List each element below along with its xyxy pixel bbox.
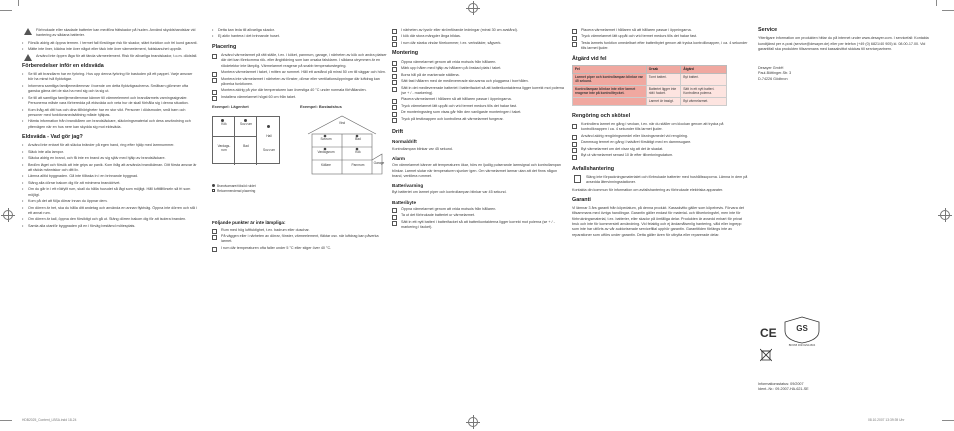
table-header-cell: Åtgärd — [681, 65, 727, 73]
bullet-list — [572, 28, 748, 52]
heading-care: Rengöring och skötsel — [572, 112, 631, 119]
list-item: Montera inte värmelarmet i närheten av fönster, dörrar eller ventilationsöppningar där luftdrag kan påverka funktionen. — [212, 77, 388, 88]
legend: Brandvarnare/röksöd ruldet Rekommenderad placering — [212, 184, 256, 193]
legend-recommended-icon — [212, 189, 215, 192]
crop-mark-bl-h — [0, 420, 12, 421]
heading-service: Service — [758, 27, 778, 33]
list-item: Placera värmelarmet i hållaren så att hållaren passar i öppningarna. — [392, 97, 568, 102]
warning-triangle-icon — [24, 28, 32, 35]
list-item: • Kom på det att följa dörrar innan du öppnar dem. — [22, 199, 198, 204]
label-sov: Sov-rum — [239, 122, 253, 127]
table-cell: Kontrollampan blinkar inte eller larmet reagerar inte på kontrolltrycket. — [573, 85, 647, 97]
label-kok: Kök — [221, 122, 227, 127]
label-bad-house: Bad — [355, 137, 361, 142]
disposal-text: Kontakta din kommun för information om avfallshantering av förbrukade elektriska apparater. — [572, 187, 724, 192]
registration-mark-top — [468, 3, 478, 13]
gs-text: BD3N5 3023 EN14604 — [788, 344, 816, 347]
label-vardag: Vardags-rum — [217, 144, 231, 152]
list-item: • Lämna alltid byggnaden. Gå inte tillbaka in i en brinnande byggnad. — [22, 174, 198, 179]
ce-mark-icon: CE — [760, 326, 777, 340]
list-item: • Mätte inte liner, klädna inte över något eller täck inte över värmeelement, fuktskanuhet uppnår. — [22, 47, 198, 52]
heading-unsuitable: Följande punkter är inte lämpliga: — [212, 220, 286, 226]
service-text: Ytterligare information om produkten hittar du på internet under www.desayer.com. I servicefall: Kontakta kundtjänst per e-post (service@desayer.de) eller per telefon (+49 (0) 6821/40 905) kl. 08.00-17.00. Vid garantifall ska produkten tillsammans med kassakvittot skickas till servicepartnern. — [758, 36, 929, 51]
list-item: • Försök aldrig att öppna termen. I termet fall förstörgar risk för skador, stänt funktion och fel kund garanti. — [22, 41, 198, 46]
bullet-list — [392, 207, 568, 231]
list-item: Byt värmelarmet om det visar sig att det är skadat. — [572, 147, 748, 152]
diagram-title-house: Exempel: Bostadshus — [300, 104, 342, 110]
heading-disposal: Avfallshantering — [572, 165, 615, 172]
table-row — [573, 73, 727, 85]
heading-normal: Normaldrift — [392, 139, 417, 145]
crop-mark-tl-v — [18, 0, 19, 6]
list-item: • Detta kan leda till allvarliga skador. — [212, 28, 388, 33]
column-1 — [22, 28, 198, 230]
heading-fire: Eldsväda - Vad gör jag? — [22, 133, 83, 140]
list-item: I kök där stora mängder ånga bildas. — [392, 34, 568, 39]
list-item: • Hämta information från brandkåren om brandsläckare, släckningsmaterial och dess användning och yttervägen när en hus nere kan skydda sig mot eldsväda. — [22, 119, 198, 130]
table-cell: Byt batteri. — [681, 73, 727, 85]
battery-warning-text: Byt batteriet om larmet piper och kontrollampan blinkar var 45 sekund. — [392, 190, 507, 195]
heading-preparation: Förberedelser inför en eldsväda — [22, 62, 104, 69]
company-street: Paul-Böttinger-Str. 3 — [758, 71, 792, 76]
list-item: Testa larmets funktion omedelbart efter batteribytet genom att trycka kontrollknappen, i ca. 4 sekunder tills larmet ljuder. — [572, 41, 748, 52]
list-item: De monteringssteg som visas går från den vanligaste monteringen i taket. — [392, 110, 568, 115]
warranty-text: Vi lämnar 3 års garanti från köpedatum, på denna produkt. Kassakvitto gäller som köpebevis. Förvara det tillsammans med övriga handlingar. Garantin gäller endast för material- och tillverkningsfel, men inte för förbrukningsmaterial, t.ex. batterier, eller skador på ömtåliga delar. Produkten är avsedd enbart för privat bruk och inte för kommersiell användning. Vid felaktig och ej ändamålsenlig hantering, våld eller ingrepp som inte har utförts av vår auktoriserade servicefilial upphör garantin. Garantitiden förlängs inte av reparationer som utförs under garantin. Detta gäller även för utbytta eller reparerade delar. — [572, 206, 744, 237]
list-item: Placera värmelarmet i hållaren så att hållaren passar i öppningarna. — [572, 28, 748, 33]
label-garage: Garage — [373, 161, 385, 166]
crossed-bin-icon — [574, 175, 581, 183]
heading-operation: Drift — [392, 129, 404, 136]
info-date: Informationsstatus: 09/2007 — [758, 382, 804, 386]
list-item: • Bedöm läget och försök att inte grips av panik. Kom ihåg att använda brandkärnan. Ditt första ansvar är att rädda människor och ditt liv. — [22, 163, 198, 174]
room-kok — [213, 117, 235, 137]
list-item: Tryck värmelarmet lätt uppåt och vrid termet medurs tills det hakar fast. — [392, 104, 568, 109]
list-item: • Ej aktiv hantera i det brinnande huset. — [212, 34, 388, 39]
fire-warning: Använd inte öppen låga för att tända värmeelement. Risk för allvarliga brandskador, t.o.m. dödsfall. — [22, 54, 198, 59]
crop-mark-tl-h — [0, 10, 12, 11]
list-item: • Släcka aldrig en brand, och få inte en brand av sig själv med hjälp av brandsläckare. — [22, 156, 198, 161]
heading-placement: Placering — [212, 43, 237, 50]
ident-number: Ident.-Nr.: 09-2007-HA-621-SE — [758, 387, 809, 392]
table-cell — [573, 97, 647, 105]
list-item: Sätt fast hållaren med de medlevererade skruvarna och pluggarna i borrhålen. — [392, 79, 568, 84]
diagrams — [212, 104, 388, 216]
table-header-cell: Fel — [573, 65, 647, 73]
company-name: Desayer GmbH — [758, 66, 784, 71]
legend-heat-icon — [212, 184, 215, 187]
list-item: Öppna värmelarmet genom att vrida motsols från hållaren. — [392, 207, 568, 212]
column-5 — [758, 28, 934, 82]
list-item: • Om dörren är kall, öppna den försiktigt och gå ut. Stäng dörren bakom dig för att isolera branden. — [22, 217, 198, 222]
list-item: I rum där temperaturen ofta faller under 5 °C eller stiger över 40 °C. — [212, 246, 388, 251]
registration-mark-left — [3, 210, 13, 220]
list-item: I rum där starka vindar förekommer, t.ex. verkstäder, sågverk. — [392, 41, 568, 46]
table-cell: Sätt in ett nytt batteri. Kontrollera polerna. — [681, 85, 727, 97]
table-cell: Larmet piper och kontrollampan blinkar var 45 sekund. — [573, 73, 647, 85]
list-item: Märk upp hålen med hjälp av hållaren på önskad plats i taket. — [392, 66, 568, 71]
list-item: Ta ut det förbrukade batteriet ur värmelarmet. — [392, 213, 568, 218]
company-address — [758, 66, 934, 82]
warning-triangle-icon — [24, 54, 32, 61]
disposal-warning: Släng inte förpackningsmaterialet och förbrukade batterier med hushållssoporna. Lämna in dem på avsedda återvinningsstationer. — [572, 175, 748, 186]
label-pannrum: Pannrum — [351, 163, 365, 168]
table-header-row — [573, 65, 727, 73]
list-item: Använd värmelarmet på rätt ställe, t.ex. i köket, pannrum, garage, i närheten av kök och andra platser där det kan förekomma rök- eller ångbildning som kan orsaka falsklarm. I sådana utrymmen är en rökdetektor inte lämplig. Värmelarmet reagerar på snabb temperaturstegring. — [212, 53, 388, 69]
bullet-list — [212, 28, 388, 40]
table-cell: Tomt batteri. — [646, 73, 680, 85]
list-item: Montera aldrig på ytor där temperaturen kan överstiga 40 °C under normala förhållanden. — [212, 88, 388, 93]
list-item: Byt ut värmelarmet senast 10 år efter tillverkningsdatum. — [572, 153, 748, 158]
alarm-text: Om värmelarmet känner att temperaturen ökar, hörs en ljudlig pulserande larmsignal och kontrollampan blinkar. Larmet slutar när temperaturen sjunker igen. Om värmelarmet larmar utan att det finns någon brand, ventilera rummet. — [392, 163, 561, 178]
list-item: • Kom ihåg att ditt hus och dina tillhörigheter har en stor vikt. Personer i dödsmoder, små barn och personer med funktionsnedsättning måste hjälpas. — [22, 108, 198, 119]
label-hall: Hall — [266, 134, 272, 139]
label-kallare: Källare — [321, 163, 331, 168]
list-item: På väggen eller i närheten av dörrar, fönster, värmeelement, fläktar osv. när luftdrag kan påverka larmet. — [212, 234, 388, 245]
bullet-list — [22, 41, 198, 53]
column-3 — [392, 28, 568, 232]
crop-mark-tr-h — [942, 10, 954, 11]
list-item: • Om du går in i ett rökfyllt rum, skall du hålla huvudet så lågt som möjligt. Håll lufttillförseln så fri som möjligt. — [22, 187, 198, 198]
footer-left: HDB2025_Content_LBSA.indd 18-24 — [22, 418, 77, 422]
list-item: Rum med hög luftfuktighet, t.ex. badrum eller duschar. — [212, 228, 388, 233]
registration-mark-bottom — [468, 417, 478, 427]
diagram-title-apartment: Exempel: Lägenhet — [212, 104, 249, 110]
heading-alarm: Alarm — [392, 155, 406, 161]
bullet-list — [22, 143, 198, 229]
list-item: Montera värmelarmet i taket, i mitten av rummet. Håll ett avstånd på minst 50 cm till väggar och hörn. — [212, 70, 388, 75]
fault-table — [572, 65, 727, 106]
label-kok-house: Kök — [355, 150, 361, 155]
bullet-list — [392, 28, 568, 46]
heading-fault: Åtgärd vid fel — [572, 55, 607, 62]
footer-right: 08.10.2007 13:39:39 Uhr — [868, 418, 905, 422]
info-block — [758, 382, 809, 393]
gs-label: GS — [796, 324, 808, 333]
list-item: Borra hål på de markerade ställena. — [392, 73, 568, 78]
list-item: • Stäng alla dörrar bakom dig för att minimera branddrivet. — [22, 181, 198, 186]
table-cell: Larmet är trasigt. — [646, 97, 680, 105]
list-item: Sätt in det medlevererade batteriet i batterifacket så att batterikontakterna ligger korrekt mot polerna (se + / - markering). — [392, 86, 568, 97]
room-bad — [235, 137, 257, 165]
list-item: • Samla alla utanför byggnaden på en i förväg bestämd mötesplats. — [22, 224, 198, 229]
crop-mark-tr-v — [936, 0, 937, 6]
list-item: • Se till att samtliga familjemedlemmar känner till värmeelement och brandlarmets varningssignaler. Personerna måste vara förberedda på eldsväda och veta hur de skall förhålla sig i denna situation. — [22, 96, 198, 107]
heat-alarm-marker-icon — [267, 125, 270, 128]
heading-warranty: Garanti — [572, 196, 591, 203]
list-item: I närheten av lysrör eller strömförande ledningar (minst 30 cm avstånd). — [392, 28, 568, 33]
list-item: Installera värmelarmet högst 60 cm från taket. — [212, 95, 388, 100]
list-item: • Informera samtliga familjemedlemmar i boende om detta flyktvägsschema. Småbarn glömmer ofta ganska gärna det de ska ha med sig och ta sig ut. — [22, 84, 198, 95]
apartment-diagram — [212, 116, 280, 164]
heading-battery-warning: Batterivarning — [392, 183, 424, 189]
bullet-list — [212, 228, 388, 252]
crossed-bin-icon — [760, 348, 772, 362]
list-item: • Använd inte enbart för att släcka bränder på egen hand, ring efter hjälp med larmnummer. — [22, 143, 198, 148]
normal-text: Kontrollampan blinkar var 45 sekund. — [392, 146, 453, 151]
label-vardagsrum: Vardagsrum — [317, 150, 335, 155]
bullet-list — [212, 53, 388, 100]
list-item: Sätt in ett nytt batteri i batterifacket så att batterikontakterna ligger korrekt mot polerna (se + / - markering i facket). — [392, 220, 568, 231]
bullet-list — [392, 60, 568, 122]
table-row — [573, 85, 727, 97]
heading-mounting: Montering — [392, 50, 419, 57]
list-item: Tryck värmelarmet lätt uppåt och vrid termet medurs tills det hakar fast. — [572, 34, 748, 39]
bullet-list — [572, 122, 748, 159]
list-item: Kontrollera larmet en gång i veckan, t.ex. när du ställer om klockan genom att trycka på kontrollknappen i ca. 4 sekunder tills larmet ljuder. — [572, 122, 748, 133]
battery-warning: Förbrukade eller skadade batterier kan medföra frätskador på huden. Använd skyddshandskar vid hantering av sådana batterier. — [22, 28, 198, 39]
bullet-list — [22, 72, 198, 130]
list-item: Dammsug termet en gång i halvåret försiktigt med en dammsugare. — [572, 140, 748, 145]
column-2 — [212, 28, 388, 252]
list-item: Använd aldrig rengöringsmedel eller lösningsmedel vid rengöring. — [572, 134, 748, 139]
table-row — [573, 97, 727, 105]
table-body — [573, 73, 727, 105]
list-item: Öppna värmelarmet genom att vrida motsols från hållaren. — [392, 60, 568, 65]
registration-mark-right — [940, 210, 950, 220]
label-sovrum2: Sov-rum — [262, 148, 276, 153]
list-item: • Om dörren är het, ska du hålla ditt andetag och använda en annan flyktväg. Öppna inte dörren och stå i ett annat rum. — [22, 206, 198, 217]
label-vind: Vind — [338, 121, 346, 126]
column-4 — [572, 28, 748, 239]
list-item: • Släck inte alla lampor. — [22, 150, 198, 155]
heading-battery-change: Batteribyte — [392, 199, 416, 205]
company-city: D-74226 Gödbron — [758, 76, 788, 81]
table-cell: Batteriet ligger inte rätt i facket. — [646, 85, 680, 97]
crop-mark-br-h — [942, 420, 954, 421]
label-sovrum: Sovrum — [320, 137, 332, 142]
list-item: Tryck på testknappen och kontrollera att värmelarmet fungerar. — [392, 117, 568, 122]
table-header-cell: Orsak — [646, 65, 680, 73]
table-cell: Byt värmelarmet. — [681, 97, 727, 105]
list-item: • Se till att brandlarm har en fyrkring. Hus upp denna fyrkring för bastuden på ett pappet. Varje ansvarr bör ha minst två flyktvägar. — [22, 72, 198, 83]
gs-seal — [782, 316, 822, 356]
label-bad: Bad — [243, 144, 249, 149]
